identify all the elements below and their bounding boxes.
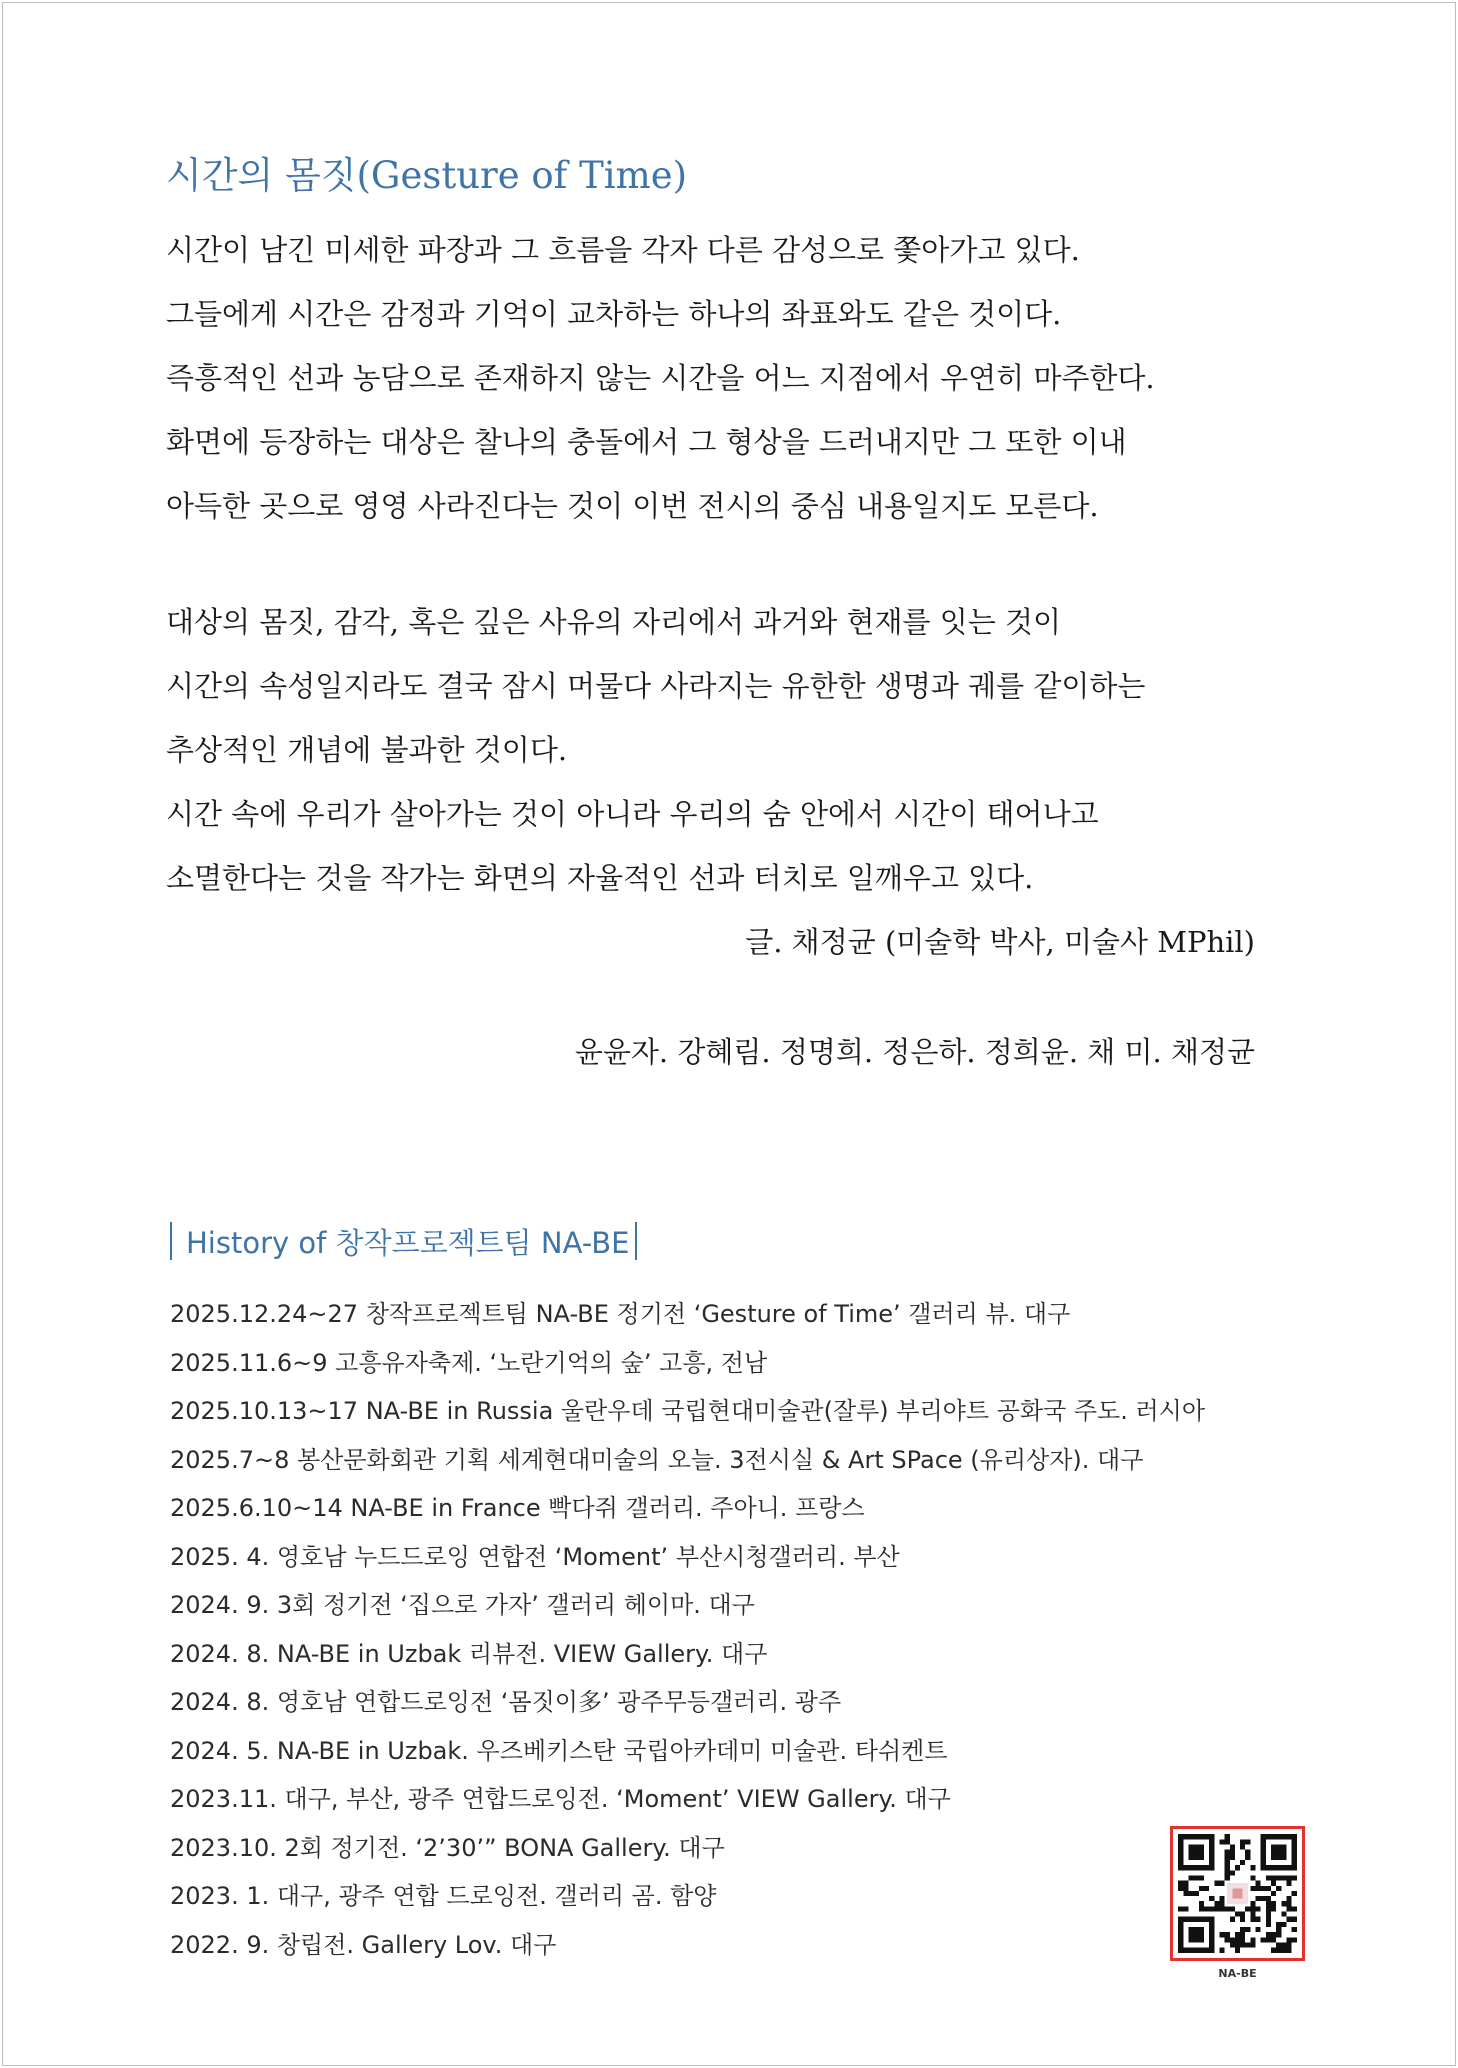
author-credit: 글. 채정균 (미술학 박사, 미술사 MPhil) [745,925,1255,959]
essay-line: 아득한 곳으로 영영 사라진다는 것이 이번 전시의 중심 내용일지도 모른다. [166,489,1099,523]
history-heading [170,1222,637,1260]
history-item: 2023. 1. 대구, 광주 연합 드로잉전. 갤러리 곰. 함양 [170,1882,717,1910]
paragraph-gap [166,538,1326,590]
history-item: 2023.11. 대구, 부산, 광주 연합드로잉전. ‘Moment’ VIEW Gallery. 대구 [170,1785,951,1813]
history-item: 2025.7~8 봉산문화회관 기획 세계현대미술의 오늘. 3전시실 & Art SPace (유리상자). 대구 [170,1445,1144,1474]
essay-line: 시간이 남긴 미세한 파장과 그 흐름을 각자 다른 감성으로 쫓아가고 있다. [166,233,1080,267]
qr-code-icon[interactable] [1170,1826,1305,1961]
history-item: 2024. 5. NA-BE in Uzbak. 우즈베키스탄 국립아카데미 미술관. 타쉬켄트 [170,1736,948,1765]
history-item: 2025.6.10~14 NA-BE in France 빡다쥐 갤러리. 주아니. 프랑스 [170,1494,865,1522]
history-item: 2025.10.13~17 NA-BE in Russia 울란우데 국립현대미술관(잘루) 부리야트 공화국 주도. 러시아 [170,1397,1206,1425]
page-title: 시간의 몸짓(Gesture of Time) [166,154,688,197]
essay-line: 시간 속에 우리가 살아가는 것이 아니라 우리의 숨 안에서 시간이 태어나고 [166,797,1099,831]
history-heading-text: History of 창작프로젝트팀 NA-BE [186,1225,630,1260]
essay-line: 시간의 속성일지라도 결국 잠시 머물다 사라지는 유한한 생명과 궤를 같이하는 [166,669,1146,703]
qr-label: NA-BE [1218,1967,1257,1980]
essay-line: 소멸한다는 것을 작가는 화면의 자율적인 선과 터치로 일깨우고 있다. [166,861,1034,895]
heading-right-bar [635,1222,637,1260]
essay-line: 추상적인 개념에 불과한 것이다. [166,733,568,767]
history-item: 2024. 8. NA-BE in Uzbak 리뷰전. VIEW Gallery. 대구 [170,1639,768,1668]
artist-members: 윤윤자. 강혜림. 정명희. 정은하. 정희윤. 채 미. 채정균 [574,1035,1255,1069]
history-item: 2025. 4. 영호남 누드드로잉 연합전 ‘Moment’ 부산시청갤러리. 부산 [170,1542,900,1571]
qr-code-graphic [1173,1829,1302,1958]
history-item: 2024. 8. 영호남 연합드로잉전 ‘몸짓이多’ 광주무등갤러리. 광주 [170,1688,842,1716]
history-item: 2023.10. 2회 정기전. ‘2’30’” BONA Gallery. 대구 [170,1833,725,1862]
history-item: 2025.12.24~27 창작프로젝트팀 NA-BE 정기전 ‘Gesture of Time’ 갤러리 뷰. 대구 [170,1300,1071,1328]
history-item: 2022. 9. 창립전. Gallery Lov. 대구 [170,1930,557,1959]
history-item: 2024. 9. 3회 정기전 ‘집으로 가자’ 갤러리 헤이마. 대구 [170,1591,755,1619]
essay-line: 대상의 몸짓, 감각, 혹은 깊은 사유의 자리에서 과거와 현재를 잇는 것이 [166,605,1062,639]
history-item: 2025.11.6~9 고흥유자축제. ‘노란기억의 숲’ 고흥, 전남 [170,1348,768,1377]
history-list [170,1290,1330,1969]
essay-line: 화면에 등장하는 대상은 찰나의 충돌에서 그 형상을 드러내지만 그 또한 이내 [166,425,1127,459]
essay-line: 그들에게 시간은 감정과 기억이 교차하는 하나의 좌표와도 같은 것이다. [166,297,1062,331]
essay [166,218,1326,910]
essay-line: 즉흥적인 선과 농담으로 존재하지 않는 시간을 어느 지점에서 우연히 마주한다. [166,361,1155,395]
